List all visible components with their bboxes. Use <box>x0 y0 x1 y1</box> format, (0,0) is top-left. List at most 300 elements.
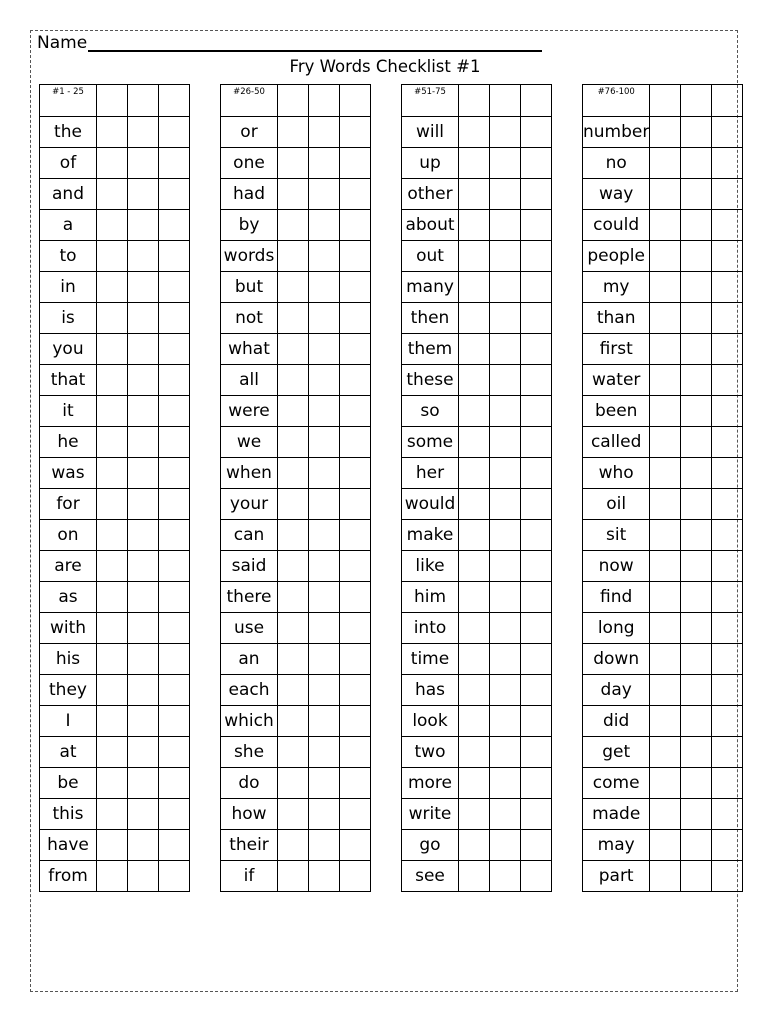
check-box[interactable] <box>340 489 371 520</box>
check-box[interactable] <box>340 830 371 861</box>
check-box[interactable] <box>650 582 681 613</box>
check-box[interactable] <box>459 365 490 396</box>
check-box[interactable] <box>309 675 340 706</box>
check-box[interactable] <box>521 179 552 210</box>
check-box[interactable] <box>712 644 743 675</box>
check-box[interactable] <box>459 241 490 272</box>
check-box[interactable] <box>309 768 340 799</box>
check-box[interactable] <box>459 675 490 706</box>
check-box[interactable] <box>159 768 190 799</box>
check-box[interactable] <box>650 334 681 365</box>
check-box[interactable] <box>521 644 552 675</box>
check-box[interactable] <box>681 675 712 706</box>
check-box[interactable] <box>128 520 159 551</box>
check-box[interactable] <box>650 489 681 520</box>
check-box[interactable] <box>459 303 490 334</box>
check-box[interactable] <box>490 489 521 520</box>
check-box[interactable] <box>712 458 743 489</box>
check-box[interactable] <box>650 551 681 582</box>
check-box[interactable] <box>340 706 371 737</box>
check-box[interactable] <box>712 334 743 365</box>
check-box[interactable] <box>681 799 712 830</box>
check-box[interactable] <box>650 210 681 241</box>
check-box[interactable] <box>97 148 128 179</box>
check-box[interactable] <box>490 830 521 861</box>
check-box[interactable] <box>128 365 159 396</box>
check-box[interactable] <box>128 303 159 334</box>
check-box[interactable] <box>681 861 712 892</box>
check-box[interactable] <box>309 334 340 365</box>
check-box[interactable] <box>309 520 340 551</box>
check-box[interactable] <box>712 489 743 520</box>
check-box[interactable] <box>521 365 552 396</box>
check-box[interactable] <box>521 458 552 489</box>
check-box[interactable] <box>309 799 340 830</box>
check-box[interactable] <box>459 117 490 148</box>
check-box[interactable] <box>521 148 552 179</box>
check-box[interactable] <box>97 520 128 551</box>
check-box[interactable] <box>490 334 521 365</box>
check-box[interactable] <box>521 830 552 861</box>
check-box[interactable] <box>490 210 521 241</box>
check-box[interactable] <box>490 520 521 551</box>
check-box[interactable] <box>159 520 190 551</box>
check-box[interactable] <box>521 861 552 892</box>
check-box[interactable] <box>459 768 490 799</box>
check-box[interactable] <box>490 272 521 303</box>
check-box[interactable] <box>128 179 159 210</box>
check-box[interactable] <box>650 396 681 427</box>
check-box[interactable] <box>309 458 340 489</box>
check-box[interactable] <box>128 334 159 365</box>
check-box[interactable] <box>278 272 309 303</box>
check-box[interactable] <box>681 551 712 582</box>
check-box[interactable] <box>459 799 490 830</box>
check-box[interactable] <box>309 303 340 334</box>
check-box[interactable] <box>712 427 743 458</box>
check-box[interactable] <box>159 737 190 768</box>
check-box[interactable] <box>681 365 712 396</box>
check-box[interactable] <box>340 241 371 272</box>
check-box[interactable] <box>278 427 309 458</box>
check-box[interactable] <box>650 241 681 272</box>
check-box[interactable] <box>459 210 490 241</box>
check-box[interactable] <box>681 458 712 489</box>
check-box[interactable] <box>340 520 371 551</box>
check-box[interactable] <box>128 458 159 489</box>
check-box[interactable] <box>97 830 128 861</box>
check-box[interactable] <box>712 768 743 799</box>
check-box[interactable] <box>459 551 490 582</box>
check-box[interactable] <box>159 830 190 861</box>
check-box[interactable] <box>650 303 681 334</box>
check-box[interactable] <box>650 272 681 303</box>
check-box[interactable] <box>712 675 743 706</box>
check-box[interactable] <box>681 396 712 427</box>
check-box[interactable] <box>490 303 521 334</box>
check-box[interactable] <box>278 458 309 489</box>
check-box[interactable] <box>650 365 681 396</box>
check-box[interactable] <box>97 861 128 892</box>
check-box[interactable] <box>278 365 309 396</box>
check-box[interactable] <box>128 644 159 675</box>
check-box[interactable] <box>712 210 743 241</box>
check-box[interactable] <box>278 179 309 210</box>
check-box[interactable] <box>278 210 309 241</box>
check-box[interactable] <box>521 582 552 613</box>
check-box[interactable] <box>97 489 128 520</box>
check-box[interactable] <box>278 582 309 613</box>
check-box[interactable] <box>459 520 490 551</box>
check-box[interactable] <box>521 799 552 830</box>
check-box[interactable] <box>309 613 340 644</box>
check-box[interactable] <box>340 768 371 799</box>
check-box[interactable] <box>521 303 552 334</box>
check-box[interactable] <box>681 489 712 520</box>
check-box[interactable] <box>681 830 712 861</box>
check-box[interactable] <box>97 644 128 675</box>
check-box[interactable] <box>159 613 190 644</box>
check-box[interactable] <box>97 365 128 396</box>
check-box[interactable] <box>309 148 340 179</box>
check-box[interactable] <box>97 799 128 830</box>
check-box[interactable] <box>97 768 128 799</box>
check-box[interactable] <box>521 489 552 520</box>
check-box[interactable] <box>650 427 681 458</box>
check-box[interactable] <box>521 768 552 799</box>
check-box[interactable] <box>650 520 681 551</box>
check-box[interactable] <box>309 644 340 675</box>
check-box[interactable] <box>712 582 743 613</box>
check-box[interactable] <box>159 551 190 582</box>
check-box[interactable] <box>278 675 309 706</box>
check-box[interactable] <box>490 861 521 892</box>
check-box[interactable] <box>459 489 490 520</box>
check-box[interactable] <box>278 520 309 551</box>
check-box[interactable] <box>159 861 190 892</box>
check-box[interactable] <box>340 396 371 427</box>
check-box[interactable] <box>278 799 309 830</box>
check-box[interactable] <box>459 706 490 737</box>
check-box[interactable] <box>490 396 521 427</box>
check-box[interactable] <box>340 117 371 148</box>
check-box[interactable] <box>309 179 340 210</box>
check-box[interactable] <box>712 179 743 210</box>
check-box[interactable] <box>459 458 490 489</box>
check-box[interactable] <box>650 830 681 861</box>
check-box[interactable] <box>97 210 128 241</box>
check-box[interactable] <box>97 613 128 644</box>
check-box[interactable] <box>521 706 552 737</box>
check-box[interactable] <box>712 272 743 303</box>
check-box[interactable] <box>97 179 128 210</box>
check-box[interactable] <box>340 458 371 489</box>
check-box[interactable] <box>340 427 371 458</box>
check-box[interactable] <box>97 272 128 303</box>
check-box[interactable] <box>681 210 712 241</box>
check-box[interactable] <box>459 861 490 892</box>
check-box[interactable] <box>309 117 340 148</box>
check-box[interactable] <box>681 520 712 551</box>
check-box[interactable] <box>128 489 159 520</box>
check-box[interactable] <box>97 582 128 613</box>
check-box[interactable] <box>159 706 190 737</box>
check-box[interactable] <box>340 613 371 644</box>
check-box[interactable] <box>97 706 128 737</box>
check-box[interactable] <box>128 613 159 644</box>
check-box[interactable] <box>340 737 371 768</box>
check-box[interactable] <box>650 799 681 830</box>
check-box[interactable] <box>128 148 159 179</box>
check-box[interactable] <box>128 675 159 706</box>
check-box[interactable] <box>490 799 521 830</box>
check-box[interactable] <box>650 768 681 799</box>
check-box[interactable] <box>340 303 371 334</box>
check-box[interactable] <box>159 644 190 675</box>
check-box[interactable] <box>681 582 712 613</box>
check-box[interactable] <box>490 179 521 210</box>
check-box[interactable] <box>278 148 309 179</box>
check-box[interactable] <box>278 706 309 737</box>
check-box[interactable] <box>309 427 340 458</box>
check-box[interactable] <box>128 582 159 613</box>
check-box[interactable] <box>459 427 490 458</box>
check-box[interactable] <box>97 241 128 272</box>
name-line[interactable] <box>88 50 542 52</box>
check-box[interactable] <box>459 644 490 675</box>
check-box[interactable] <box>681 334 712 365</box>
check-box[interactable] <box>340 179 371 210</box>
check-box[interactable] <box>278 830 309 861</box>
check-box[interactable] <box>278 613 309 644</box>
check-box[interactable] <box>459 737 490 768</box>
check-box[interactable] <box>650 117 681 148</box>
check-box[interactable] <box>459 396 490 427</box>
check-box[interactable] <box>159 334 190 365</box>
check-box[interactable] <box>681 148 712 179</box>
check-box[interactable] <box>712 551 743 582</box>
check-box[interactable] <box>681 179 712 210</box>
check-box[interactable] <box>278 241 309 272</box>
check-box[interactable] <box>278 334 309 365</box>
check-box[interactable] <box>681 613 712 644</box>
check-box[interactable] <box>278 396 309 427</box>
check-box[interactable] <box>681 241 712 272</box>
check-box[interactable] <box>490 675 521 706</box>
check-box[interactable] <box>159 396 190 427</box>
check-box[interactable] <box>490 551 521 582</box>
check-box[interactable] <box>490 365 521 396</box>
check-box[interactable] <box>712 830 743 861</box>
check-box[interactable] <box>490 148 521 179</box>
check-box[interactable] <box>712 303 743 334</box>
check-box[interactable] <box>340 148 371 179</box>
check-box[interactable] <box>681 768 712 799</box>
check-box[interactable] <box>459 334 490 365</box>
check-box[interactable] <box>650 706 681 737</box>
check-box[interactable] <box>128 427 159 458</box>
check-box[interactable] <box>159 148 190 179</box>
check-box[interactable] <box>712 365 743 396</box>
check-box[interactable] <box>128 768 159 799</box>
check-box[interactable] <box>340 675 371 706</box>
check-box[interactable] <box>712 241 743 272</box>
check-box[interactable] <box>681 117 712 148</box>
check-box[interactable] <box>278 303 309 334</box>
check-box[interactable] <box>340 644 371 675</box>
check-box[interactable] <box>340 272 371 303</box>
check-box[interactable] <box>340 551 371 582</box>
check-box[interactable] <box>681 644 712 675</box>
check-box[interactable] <box>159 489 190 520</box>
check-box[interactable] <box>712 706 743 737</box>
check-box[interactable] <box>128 210 159 241</box>
check-box[interactable] <box>521 272 552 303</box>
check-box[interactable] <box>97 551 128 582</box>
check-box[interactable] <box>97 737 128 768</box>
check-box[interactable] <box>309 830 340 861</box>
check-box[interactable] <box>459 613 490 644</box>
check-box[interactable] <box>521 737 552 768</box>
check-box[interactable] <box>128 706 159 737</box>
check-box[interactable] <box>159 117 190 148</box>
check-box[interactable] <box>278 768 309 799</box>
check-box[interactable] <box>521 117 552 148</box>
check-box[interactable] <box>490 644 521 675</box>
check-box[interactable] <box>340 334 371 365</box>
check-box[interactable] <box>521 520 552 551</box>
check-box[interactable] <box>490 458 521 489</box>
check-box[interactable] <box>490 427 521 458</box>
check-box[interactable] <box>159 241 190 272</box>
check-box[interactable] <box>128 799 159 830</box>
check-box[interactable] <box>278 489 309 520</box>
check-box[interactable] <box>490 613 521 644</box>
check-box[interactable] <box>521 613 552 644</box>
check-box[interactable] <box>340 861 371 892</box>
check-box[interactable] <box>128 737 159 768</box>
check-box[interactable] <box>128 272 159 303</box>
check-box[interactable] <box>712 613 743 644</box>
check-box[interactable] <box>278 861 309 892</box>
check-box[interactable] <box>490 737 521 768</box>
check-box[interactable] <box>278 644 309 675</box>
check-box[interactable] <box>159 427 190 458</box>
check-box[interactable] <box>97 303 128 334</box>
check-box[interactable] <box>128 830 159 861</box>
check-box[interactable] <box>309 365 340 396</box>
check-box[interactable] <box>490 117 521 148</box>
check-box[interactable] <box>309 551 340 582</box>
check-box[interactable] <box>128 241 159 272</box>
check-box[interactable] <box>159 582 190 613</box>
check-box[interactable] <box>309 396 340 427</box>
check-box[interactable] <box>521 210 552 241</box>
check-box[interactable] <box>712 148 743 179</box>
check-box[interactable] <box>521 427 552 458</box>
check-box[interactable] <box>459 179 490 210</box>
check-box[interactable] <box>650 458 681 489</box>
check-box[interactable] <box>459 582 490 613</box>
check-box[interactable] <box>521 334 552 365</box>
check-box[interactable] <box>159 799 190 830</box>
check-box[interactable] <box>521 396 552 427</box>
check-box[interactable] <box>278 737 309 768</box>
check-box[interactable] <box>128 117 159 148</box>
check-box[interactable] <box>309 861 340 892</box>
check-box[interactable] <box>159 365 190 396</box>
check-box[interactable] <box>681 303 712 334</box>
check-box[interactable] <box>650 613 681 644</box>
check-box[interactable] <box>159 303 190 334</box>
check-box[interactable] <box>278 551 309 582</box>
check-box[interactable] <box>340 210 371 241</box>
check-box[interactable] <box>650 675 681 706</box>
check-box[interactable] <box>712 117 743 148</box>
check-box[interactable] <box>128 861 159 892</box>
check-box[interactable] <box>712 520 743 551</box>
check-box[interactable] <box>340 799 371 830</box>
check-box[interactable] <box>309 489 340 520</box>
check-box[interactable] <box>712 396 743 427</box>
check-box[interactable] <box>340 365 371 396</box>
check-box[interactable] <box>159 210 190 241</box>
check-box[interactable] <box>681 737 712 768</box>
check-box[interactable] <box>128 396 159 427</box>
check-box[interactable] <box>309 210 340 241</box>
check-box[interactable] <box>159 179 190 210</box>
check-box[interactable] <box>521 675 552 706</box>
check-box[interactable] <box>521 551 552 582</box>
check-box[interactable] <box>490 241 521 272</box>
check-box[interactable] <box>309 241 340 272</box>
check-box[interactable] <box>521 241 552 272</box>
check-box[interactable] <box>681 706 712 737</box>
check-box[interactable] <box>309 582 340 613</box>
check-box[interactable] <box>97 334 128 365</box>
check-box[interactable] <box>650 737 681 768</box>
check-box[interactable] <box>97 427 128 458</box>
check-box[interactable] <box>681 427 712 458</box>
check-box[interactable] <box>459 272 490 303</box>
check-box[interactable] <box>712 861 743 892</box>
check-box[interactable] <box>340 582 371 613</box>
check-box[interactable] <box>159 458 190 489</box>
check-box[interactable] <box>309 272 340 303</box>
check-box[interactable] <box>97 117 128 148</box>
check-box[interactable] <box>712 799 743 830</box>
check-box[interactable] <box>159 272 190 303</box>
check-box[interactable] <box>97 396 128 427</box>
check-box[interactable] <box>159 675 190 706</box>
check-box[interactable] <box>490 768 521 799</box>
check-box[interactable] <box>97 458 128 489</box>
check-box[interactable] <box>278 117 309 148</box>
check-box[interactable] <box>650 861 681 892</box>
check-box[interactable] <box>490 706 521 737</box>
check-box[interactable] <box>309 706 340 737</box>
check-box[interactable] <box>650 179 681 210</box>
check-box[interactable] <box>650 148 681 179</box>
check-box[interactable] <box>459 148 490 179</box>
check-box[interactable] <box>128 551 159 582</box>
check-box[interactable] <box>97 675 128 706</box>
check-box[interactable] <box>459 830 490 861</box>
check-box[interactable] <box>712 737 743 768</box>
check-box[interactable] <box>309 737 340 768</box>
check-box[interactable] <box>681 272 712 303</box>
check-box[interactable] <box>490 582 521 613</box>
